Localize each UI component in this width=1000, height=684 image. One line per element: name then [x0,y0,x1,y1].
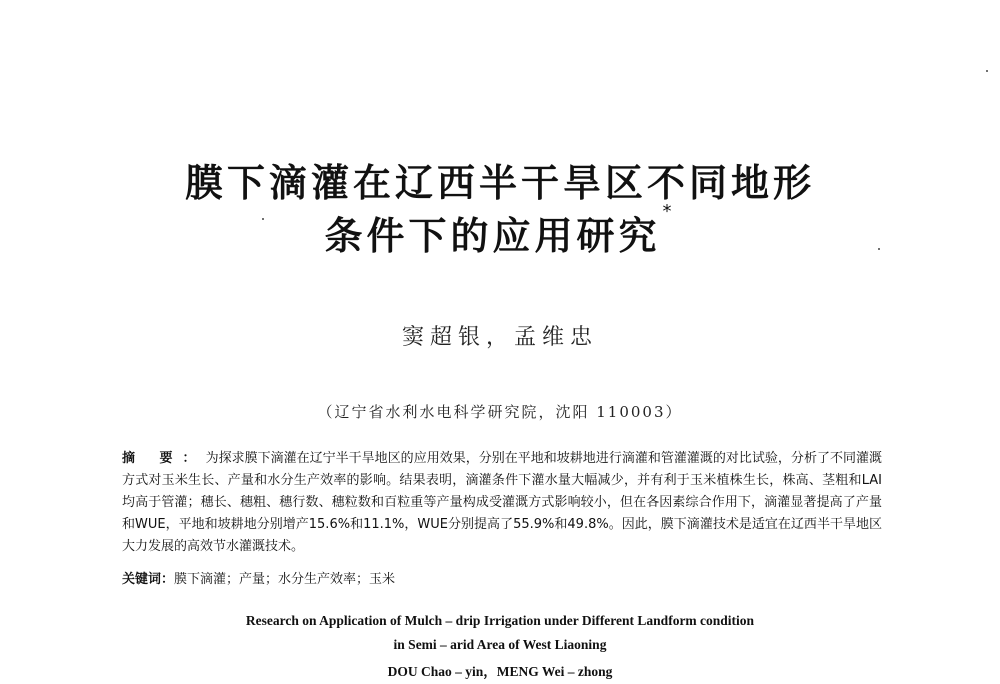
paper-title-line-2 [0,201,1000,260]
english-author-names: DOU Chao – yin，MENG Wei – zhong [387,664,613,679]
abstract-label: 摘 要： [122,451,206,466]
scan-speck [878,248,880,250]
keywords-text: 膜下滴灌；产量；水分生产效率；玉米 [174,572,396,587]
keywords-label: 关键词： [122,572,175,587]
paper-title-line-1 [0,152,1000,207]
abstract-paragraph [122,448,882,558]
author-affiliation: （辽宁省水利水电科学研究院，沈阳 110003） [317,403,683,421]
english-title-line-1: Research on Application of Mulch – drip Irrigation under Different Landform condition [245,613,755,628]
abstract-text: 为探求膜下滴灌在辽宁半干旱地区的应用效果，分别在平地和坡耕地进行滴灌和管灌灌溉的对比试验，分析了不同灌溉方式对玉米生长、产量和水分生产效率的影响。结果表明，滴灌条件下灌水量大幅减少，并有利于玉米植株生长，株高、茎粗和LAI均高于管灌；穗长、穗粗、穗行数、穗粒数和百粒重等产量构成受灌溉方式影响较小，但在各因素综合作用下，滴灌显著提高了产量和WUE，平地和坡耕地分别增产15.6%和11.1%，WUE分别提高了55.9%和49.8%。因此，膜下滴灌技术是适宜在辽西半干旱地区大力发展的高效节水灌溉技术。 [122,451,882,554]
keywords-line [122,568,882,587]
author-names: 窦超银，孟维忠 [401,325,598,350]
title-footnote-mark: * [662,201,676,222]
english-title-line-2: in Semi – arid Area of West Liaoning [393,637,607,652]
paper-title-line-1-text: 膜下滴灌在辽西半干旱区不同地形 [184,161,815,205]
scan-speck [262,218,264,220]
scan-speck [986,70,988,72]
paper-title-line-2-text: 条件下的应用研究 [324,214,661,258]
